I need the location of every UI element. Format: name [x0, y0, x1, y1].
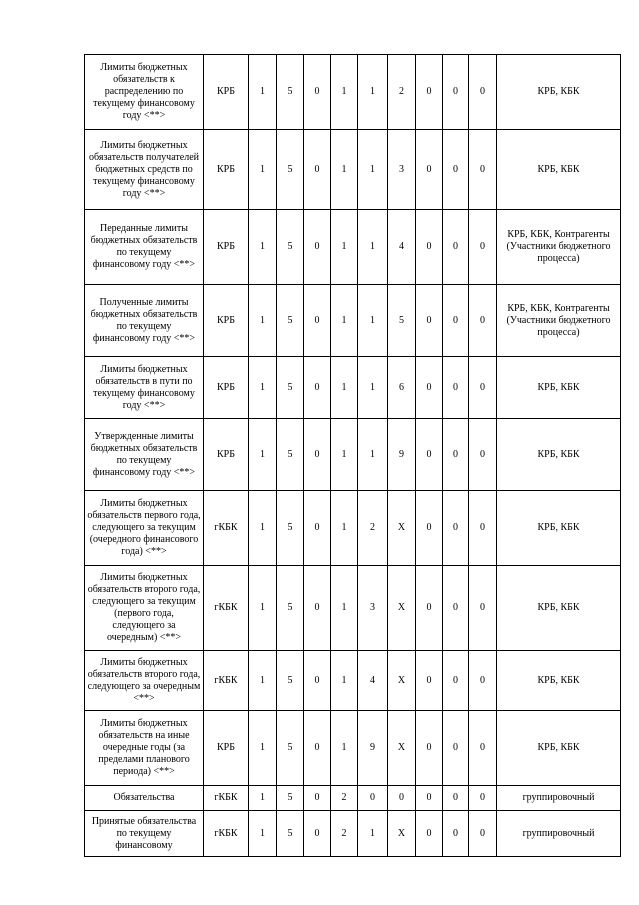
account-digit-cell: 0 [304, 566, 331, 651]
analytics-cell: КРБ, КБК, Контрагенты (Участники бюджетного процесса) [497, 210, 621, 285]
account-name-cell: Лимиты бюджетных обязательств на иные очередные годы (за пределами планового периода) <**> [85, 711, 204, 786]
table-row [85, 357, 621, 419]
account-code-cell: КРБ [204, 285, 249, 357]
account-digit-cell: 5 [277, 566, 304, 651]
account-digit-cell: 4 [388, 210, 416, 285]
account-digit-cell: 0 [416, 357, 443, 419]
account-digit-cell: 5 [277, 786, 304, 811]
account-code-cell: КРБ [204, 419, 249, 491]
account-digit-cell: X [388, 711, 416, 786]
account-digit-cell: 1 [249, 210, 277, 285]
account-name-cell: Принятые обязательства по текущему финансовому [85, 811, 204, 857]
table-row [85, 130, 621, 210]
account-digit-cell: 5 [277, 491, 304, 566]
analytics-cell: КРБ, КБК, Контрагенты (Участники бюджетного процесса) [497, 285, 621, 357]
table-row [85, 210, 621, 285]
account-digit-cell: 0 [469, 55, 497, 130]
account-name-cell: Лимиты бюджетных обязательств в пути по текущему финансовому году <**> [85, 357, 204, 419]
account-digit-cell: 0 [416, 786, 443, 811]
account-digit-cell: 1 [249, 566, 277, 651]
account-digit-cell: 1 [249, 357, 277, 419]
analytics-cell: КРБ, КБК [497, 651, 621, 711]
account-digit-cell: X [388, 811, 416, 857]
account-digit-cell: 0 [443, 711, 469, 786]
account-digit-cell: 0 [443, 786, 469, 811]
account-digit-cell: 0 [443, 210, 469, 285]
account-digit-cell: 1 [358, 419, 388, 491]
account-digit-cell: 0 [388, 786, 416, 811]
account-name-cell: Обязательства [85, 786, 204, 811]
account-digit-cell: 1 [331, 357, 358, 419]
account-digit-cell: 1 [331, 55, 358, 130]
account-digit-cell: 2 [331, 811, 358, 857]
account-digit-cell: 0 [469, 130, 497, 210]
account-digit-cell: 0 [469, 651, 497, 711]
account-digit-cell: 1 [331, 130, 358, 210]
account-digit-cell: 0 [416, 491, 443, 566]
account-digit-cell: 1 [249, 786, 277, 811]
account-digit-cell: 1 [358, 210, 388, 285]
account-digit-cell: 1 [358, 811, 388, 857]
account-digit-cell: 5 [277, 210, 304, 285]
analytics-cell: КРБ, КБК [497, 419, 621, 491]
account-digit-cell: X [388, 566, 416, 651]
account-digit-cell: 0 [416, 130, 443, 210]
account-digit-cell: X [388, 491, 416, 566]
account-digit-cell: 0 [443, 651, 469, 711]
account-digit-cell: 0 [443, 491, 469, 566]
account-digit-cell: 1 [358, 130, 388, 210]
account-code-cell: КРБ [204, 130, 249, 210]
account-digit-cell: 1 [331, 651, 358, 711]
account-digit-cell: 0 [304, 786, 331, 811]
account-digit-cell: 0 [416, 419, 443, 491]
account-name-cell: Лимиты бюджетных обязательств к распределению по текущему финансовому году <**> [85, 55, 204, 130]
account-digit-cell: 1 [249, 811, 277, 857]
account-digit-cell: 5 [277, 357, 304, 419]
account-digit-cell: 0 [304, 491, 331, 566]
table-row [85, 419, 621, 491]
account-name-cell: Утвержденные лимиты бюджетных обязательств по текущему финансовому году <**> [85, 419, 204, 491]
table-row [85, 491, 621, 566]
account-digit-cell: 0 [416, 811, 443, 857]
table-row [85, 55, 621, 130]
account-digit-cell: 1 [249, 285, 277, 357]
account-digit-cell: 0 [304, 130, 331, 210]
account-digit-cell: 0 [416, 566, 443, 651]
account-name-cell: Лимиты бюджетных обязательств первого года, следующего за текущим (очередного финансового года) <**> [85, 491, 204, 566]
account-digit-cell: 1 [358, 285, 388, 357]
account-digit-cell: 1 [331, 566, 358, 651]
account-digit-cell: 3 [358, 566, 388, 651]
account-digit-cell: 1 [331, 285, 358, 357]
account-name-cell: Лимиты бюджетных обязательств второго года, следующего за текущим (первого года, следующего за очередным) <**> [85, 566, 204, 651]
account-digit-cell: X [388, 651, 416, 711]
account-digit-cell: 0 [443, 419, 469, 491]
account-digit-cell: 1 [249, 419, 277, 491]
account-code-cell: КРБ [204, 711, 249, 786]
account-digit-cell: 0 [304, 285, 331, 357]
analytics-cell: КРБ, КБК [497, 711, 621, 786]
account-digit-cell: 0 [469, 285, 497, 357]
table-row [85, 711, 621, 786]
account-digit-cell: 0 [469, 811, 497, 857]
account-digit-cell: 0 [358, 786, 388, 811]
account-digit-cell: 5 [277, 130, 304, 210]
account-digit-cell: 1 [331, 711, 358, 786]
account-digit-cell: 0 [443, 130, 469, 210]
account-code-cell: КРБ [204, 357, 249, 419]
account-digit-cell: 1 [249, 55, 277, 130]
account-digit-cell: 2 [358, 491, 388, 566]
account-digit-cell: 0 [469, 786, 497, 811]
account-digit-cell: 0 [443, 357, 469, 419]
account-digit-cell: 0 [416, 55, 443, 130]
account-digit-cell: 0 [469, 711, 497, 786]
account-digit-cell: 1 [358, 357, 388, 419]
account-digit-cell: 9 [388, 419, 416, 491]
accounts-table-body [85, 55, 621, 857]
account-digit-cell: 1 [358, 55, 388, 130]
analytics-cell: группировочный [497, 811, 621, 857]
accounts-table [84, 54, 621, 857]
account-digit-cell: 0 [443, 566, 469, 651]
account-code-cell: гКБК [204, 786, 249, 811]
account-digit-cell: 2 [331, 786, 358, 811]
account-digit-cell: 1 [331, 491, 358, 566]
account-digit-cell: 5 [277, 811, 304, 857]
account-digit-cell: 1 [249, 651, 277, 711]
account-name-cell: Лимиты бюджетных обязательств получателей бюджетных средств по текущему финансовому году <**> [85, 130, 204, 210]
account-digit-cell: 5 [277, 419, 304, 491]
account-digit-cell: 0 [304, 55, 331, 130]
table-row [85, 786, 621, 811]
account-digit-cell: 5 [277, 55, 304, 130]
account-digit-cell: 4 [358, 651, 388, 711]
account-digit-cell: 6 [388, 357, 416, 419]
analytics-cell: КРБ, КБК [497, 357, 621, 419]
account-digit-cell: 0 [469, 566, 497, 651]
table-row [85, 811, 621, 857]
analytics-cell: КРБ, КБК [497, 130, 621, 210]
account-digit-cell: 1 [331, 210, 358, 285]
account-digit-cell: 3 [388, 130, 416, 210]
account-code-cell: гКБК [204, 491, 249, 566]
account-digit-cell: 0 [304, 419, 331, 491]
account-digit-cell: 0 [416, 210, 443, 285]
account-digit-cell: 0 [443, 285, 469, 357]
account-digit-cell: 9 [358, 711, 388, 786]
account-digit-cell: 0 [469, 491, 497, 566]
analytics-cell: КРБ, КБК [497, 491, 621, 566]
account-digit-cell: 1 [249, 711, 277, 786]
account-digit-cell: 1 [331, 419, 358, 491]
table-row [85, 651, 621, 711]
account-digit-cell: 5 [277, 285, 304, 357]
analytics-cell: КРБ, КБК [497, 566, 621, 651]
account-digit-cell: 0 [304, 210, 331, 285]
account-digit-cell: 0 [469, 419, 497, 491]
account-name-cell: Переданные лимиты бюджетных обязательств по текущему финансовому году <**> [85, 210, 204, 285]
account-digit-cell: 0 [443, 55, 469, 130]
table-row [85, 566, 621, 651]
account-code-cell: гКБК [204, 651, 249, 711]
account-code-cell: гКБК [204, 566, 249, 651]
account-digit-cell: 0 [304, 357, 331, 419]
account-digit-cell: 0 [416, 285, 443, 357]
table-row [85, 285, 621, 357]
account-digit-cell: 2 [388, 55, 416, 130]
account-name-cell: Полученные лимиты бюджетных обязательств по текущему финансовому году <**> [85, 285, 204, 357]
account-digit-cell: 5 [277, 711, 304, 786]
account-code-cell: гКБК [204, 811, 249, 857]
account-digit-cell: 5 [388, 285, 416, 357]
account-code-cell: КРБ [204, 210, 249, 285]
account-code-cell: КРБ [204, 55, 249, 130]
account-digit-cell: 0 [443, 811, 469, 857]
account-digit-cell: 0 [304, 711, 331, 786]
account-digit-cell: 0 [304, 811, 331, 857]
account-digit-cell: 0 [304, 651, 331, 711]
account-digit-cell: 0 [469, 210, 497, 285]
analytics-cell: группировочный [497, 786, 621, 811]
account-name-cell: Лимиты бюджетных обязательств второго года, следующего за очередным <**> [85, 651, 204, 711]
account-digit-cell: 0 [416, 711, 443, 786]
account-digit-cell: 1 [249, 491, 277, 566]
account-digit-cell: 1 [249, 130, 277, 210]
account-digit-cell: 5 [277, 651, 304, 711]
account-digit-cell: 0 [469, 357, 497, 419]
analytics-cell: КРБ, КБК [497, 55, 621, 130]
account-digit-cell: 0 [416, 651, 443, 711]
